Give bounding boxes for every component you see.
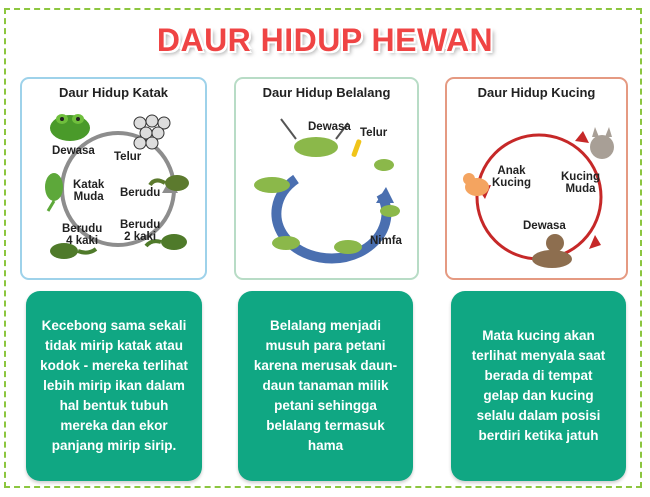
nymph-grasshopper-icon-1 <box>374 159 394 171</box>
frog-fact-note: Kecebong sama sekali tidak mirip katak atau kodok - mereka terlihat lebih mirip ikan dalam hal bentuk tubuh mereka dan ekor panjang mirip sirip. <box>26 291 202 481</box>
kitten-icon <box>463 173 489 196</box>
frog-label-berudu-4: Berudu 4 kaki <box>62 223 103 247</box>
frog-label-telur: Telur <box>114 151 142 163</box>
nymph-grasshopper-icon-3 <box>334 240 362 254</box>
frog-cycle-diagram <box>22 79 209 282</box>
nymph-grasshopper-icon-4 <box>272 236 300 250</box>
grasshopper-card-title: Daur Hidup Belalang <box>262 85 391 100</box>
frog-label-katak-muda: Katak Muda <box>73 179 105 203</box>
frog-lifecycle-card <box>20 77 207 280</box>
cycle-arrow <box>477 135 601 259</box>
cat-label-muda: Kucing Muda <box>561 171 600 195</box>
grasshopper-fact-note: Belalang menjadi musuh para petani karena merusak daun-daun tanaman milik petani sehingga belalang termasuk hama <box>238 291 413 481</box>
cat-lifecycle-card <box>445 77 628 280</box>
egg-icon <box>351 139 362 158</box>
grasshopper-cycle-diagram <box>236 79 421 282</box>
cat-label-anak: Anak Kucing <box>492 165 531 189</box>
adult-cat-icon <box>532 234 572 268</box>
adult-frog-icon <box>50 114 90 141</box>
frog-label-dewasa: Dewasa <box>52 145 95 157</box>
grasshopper-label-dewasa: Dewasa <box>308 121 351 133</box>
frog-eggs-icon <box>134 115 170 149</box>
young-cat-icon <box>590 127 614 159</box>
frog-label-berudu: Berudu <box>120 187 161 199</box>
page-title: DAUR HIDUP HEWAN <box>156 22 494 58</box>
nymph-grasshopper-icon-2 <box>380 205 400 217</box>
arrow-head-2 <box>589 235 601 249</box>
grasshopper-lifecycle-card <box>234 77 419 280</box>
cat-cycle-diagram <box>447 79 630 282</box>
cat-label-dewasa: Dewasa <box>523 220 566 232</box>
cat-fact-note: Mata kucing akan terlihat menyala saat berada di tempat gelap dan kucing selalu dalam posisi berdiri ketika jatuh <box>451 291 626 481</box>
arrow-head <box>376 187 394 203</box>
grasshopper-label-nimfa: Nimfa <box>370 235 402 247</box>
grasshopper-label-telur: Telur <box>360 127 388 139</box>
arrow-head-1 <box>575 131 589 143</box>
nymph-grasshopper-icon-5 <box>254 177 290 193</box>
frog-label-berudu-2: Berudu 2 kaki <box>120 219 161 243</box>
young-frog-icon <box>45 173 63 211</box>
cat-card-title: Daur Hidup Kucing <box>477 85 596 100</box>
frog-card-title: Daur Hidup Katak <box>58 85 169 100</box>
